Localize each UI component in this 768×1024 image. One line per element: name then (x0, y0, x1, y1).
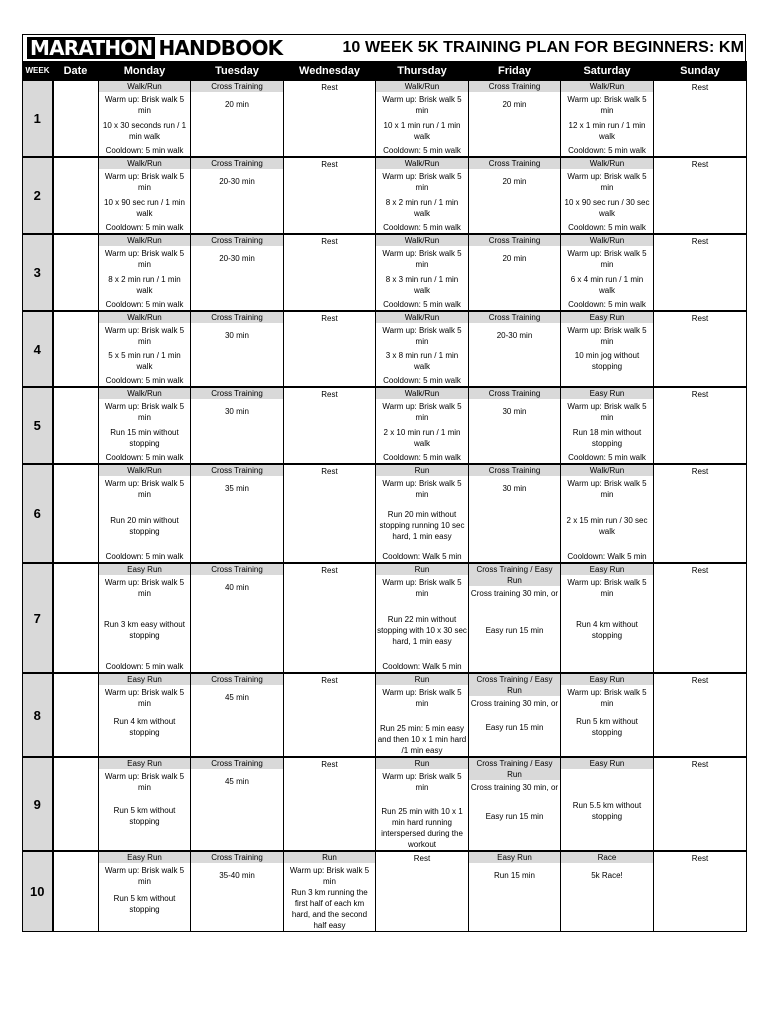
col-header-date: Date (53, 62, 99, 81)
column-header-row (23, 62, 747, 81)
workout-detail: Warm up: Brisk walk 5 min (104, 479, 185, 499)
week-number: 4 (23, 311, 53, 387)
workout-title: Walk/Run (99, 465, 190, 477)
workout-detail: Cooldown: 5 min walk (383, 146, 461, 155)
training-plan-sheet (22, 34, 746, 932)
date-cell (53, 464, 99, 563)
day-cell-wednesday (284, 157, 376, 234)
workout-detail: Cooldown: Walk 5 min (382, 662, 462, 671)
workout-detail (143, 839, 145, 850)
day-cell-monday (99, 851, 191, 932)
workout-detail: Warm up: Brisk walk 5 min (567, 326, 647, 346)
day-cell-thursday (376, 234, 469, 311)
workout-detail: Warm up: Brisk walk 5 min (104, 402, 185, 422)
workout-detail (143, 745, 145, 756)
workout-detail: Warm up: Brisk walk 5 min (382, 402, 462, 422)
workout-detail: Run 5 km without stopping (113, 806, 176, 826)
workout-title: Easy Run (99, 674, 190, 686)
workout-detail: Run 20 min without stopping running 10 sec hard, 1 min easy (379, 510, 465, 541)
day-cell-friday (469, 757, 561, 851)
workout-detail: Cooldown: 5 min walk (383, 300, 461, 309)
workout-title: Cross Training (191, 158, 283, 170)
day-cell-saturday (561, 387, 654, 464)
week-number: 9 (23, 757, 53, 851)
workout-title: Rest (321, 467, 338, 476)
day-cell-monday (99, 157, 191, 234)
workout-detail: 2 x 10 min run / 1 min walk (383, 427, 461, 448)
day-cell-tuesday (191, 234, 284, 311)
day-cell-saturday (561, 851, 654, 932)
day-cell-saturday (561, 757, 654, 851)
workout-title: Easy Run (561, 312, 653, 324)
workout-title: Easy Run (561, 564, 653, 576)
workout-detail: Warm up: Brisk walk 5 min (382, 326, 462, 346)
workout-detail: Warm up: Brisk walk 5 min (382, 95, 462, 115)
workout-detail: Cooldown: 5 min walk (568, 223, 646, 232)
workout-detail (606, 771, 608, 782)
col-header-friday: Friday (469, 62, 561, 81)
workout-detail: Warm up: Brisk walk 5 min (382, 172, 462, 192)
week-number: 5 (23, 387, 53, 464)
logo-part2: HANDBOOK (158, 36, 283, 60)
workout-detail: Warm up: Brisk walk 5 min (104, 688, 185, 708)
day-cell-wednesday (284, 234, 376, 311)
workout-title: Rest (413, 854, 431, 863)
workout-title: Cross Training (191, 388, 283, 400)
workout-detail: Cooldown: 5 min walk (105, 552, 184, 561)
workout-title: Rest (691, 390, 709, 399)
day-cell-friday (469, 851, 561, 932)
workout-detail: 20 min (502, 177, 527, 186)
day-cell-monday (99, 563, 191, 673)
workout-title: Cross Training (191, 674, 283, 686)
workout-title: Easy Run (561, 674, 653, 686)
day-cell-thursday (376, 311, 469, 387)
workout-detail: Cooldown: 5 min walk (383, 453, 461, 462)
day-cell-friday (469, 563, 561, 673)
day-cell-wednesday (284, 851, 376, 932)
week-row (23, 757, 747, 851)
day-cell-monday (99, 757, 191, 851)
day-cell-tuesday (191, 311, 284, 387)
workout-title: Cross Training (191, 852, 283, 864)
workout-detail: Cross training 30 min, or (470, 699, 559, 708)
workout-detail: Cooldown: 5 min walk (568, 300, 646, 309)
workout-title: Cross Training (469, 158, 560, 170)
day-cell-thursday (376, 673, 469, 757)
week-row (23, 464, 747, 563)
week-row (23, 157, 747, 234)
day-cell-tuesday (191, 563, 284, 673)
workout-detail: Cooldown: 5 min walk (383, 376, 461, 385)
day-cell-wednesday (284, 464, 376, 563)
workout-title: Cross Training / Easy Run (469, 564, 560, 587)
workout-title: Walk/Run (561, 235, 653, 247)
workout-title: Walk/Run (376, 158, 468, 170)
day-cell-tuesday (191, 851, 284, 932)
day-cell-wednesday (284, 387, 376, 464)
col-header-week: WEEK (23, 62, 53, 81)
workout-detail: Warm up: Brisk walk 5 min (382, 249, 462, 269)
workout-detail: Cooldown: Walk 5 min (382, 552, 462, 561)
workout-title: Rest (691, 854, 709, 863)
workout-detail: 20-30 min (219, 177, 255, 186)
marathon-handbook-logo (23, 37, 282, 59)
workout-title: Easy Run (99, 758, 190, 770)
workout-detail: Cooldown: 5 min walk (105, 223, 184, 232)
workout-detail (606, 661, 608, 672)
workout-title: Run (376, 564, 468, 576)
workout-title: Walk/Run (561, 158, 653, 170)
date-cell (53, 234, 99, 311)
workout-detail: Warm up: Brisk walk 5 min (104, 249, 185, 269)
workout-title: Cross Training (191, 465, 283, 477)
workout-title: Cross Training (469, 235, 560, 247)
workout-title: Rest (321, 676, 338, 685)
date-cell (53, 311, 99, 387)
workout-detail: Cooldown: Walk 5 min (567, 552, 647, 561)
week-row (23, 311, 747, 387)
workout-detail: Run 4 km without stopping (576, 620, 638, 640)
workout-detail: Run 5 km without stopping (113, 893, 176, 914)
day-cell-saturday (561, 157, 654, 234)
workout-title: Walk/Run (376, 388, 468, 400)
day-cell-friday (469, 311, 561, 387)
workout-title: Walk/Run (561, 465, 653, 477)
date-cell (53, 757, 99, 851)
workout-detail: 8 x 2 min run / 1 min walk (108, 274, 181, 295)
col-header-tuesday: Tuesday (191, 62, 284, 81)
day-cell-sunday (654, 234, 747, 311)
workout-detail: Warm up: Brisk walk 5 min (289, 866, 370, 886)
day-cell-friday (469, 387, 561, 464)
workout-detail: 30 min (502, 484, 527, 493)
workout-title: Rest (321, 237, 338, 246)
day-cell-thursday (376, 387, 469, 464)
workout-detail: 10 x 1 min run / 1 min walk (383, 120, 461, 141)
week-number: 3 (23, 234, 53, 311)
day-cell-monday (99, 80, 191, 157)
workout-title: Walk/Run (376, 235, 468, 247)
workout-detail: Warm up: Brisk walk 5 min (567, 688, 647, 708)
week-row (23, 234, 747, 311)
day-cell-sunday (654, 851, 747, 932)
workout-title: Cross Training (191, 81, 283, 93)
workout-detail: 8 x 2 min run / 1 min walk (385, 197, 459, 218)
workout-detail (513, 839, 515, 850)
day-cell-wednesday (284, 80, 376, 157)
workout-title: Easy Run (561, 758, 653, 770)
workout-title: Rest (321, 160, 338, 169)
workout-detail: Run 5 km without stopping (576, 717, 638, 737)
workout-detail (606, 839, 608, 850)
day-cell-tuesday (191, 157, 284, 234)
workout-title: Easy Run (561, 388, 653, 400)
workout-title: Rest (321, 314, 338, 323)
workout-title: Cross Training (191, 312, 283, 324)
workout-title: Cross Training (469, 388, 560, 400)
day-cell-sunday (654, 673, 747, 757)
workout-title: Easy Run (469, 852, 560, 864)
date-cell (53, 563, 99, 673)
day-cell-thursday (376, 157, 469, 234)
day-cell-sunday (654, 757, 747, 851)
workout-detail: Cooldown: 5 min walk (105, 300, 184, 309)
workout-detail: 30 min (502, 407, 527, 416)
workout-title: Cross Training (469, 312, 560, 324)
day-cell-saturday (561, 563, 654, 673)
workout-detail: Warm up: Brisk walk 5 min (567, 172, 647, 192)
week-number: 7 (23, 563, 53, 673)
week-number: 1 (23, 80, 53, 157)
workout-title: Cross Training (191, 235, 283, 247)
workout-title: Rest (691, 160, 709, 169)
workout-title: Easy Run (99, 852, 190, 864)
workout-detail: Warm up: Brisk walk 5 min (567, 95, 647, 115)
workout-title: Walk/Run (99, 388, 190, 400)
day-cell-tuesday (191, 757, 284, 851)
workout-title: Cross Training (469, 465, 560, 477)
workout-detail: Run 15 min without stopping (110, 427, 179, 448)
col-header-wednesday: Wednesday (284, 62, 376, 81)
workout-detail: 5k Race! (591, 871, 623, 880)
day-cell-wednesday (284, 563, 376, 673)
workout-detail: 10 min jog without stopping (574, 351, 640, 371)
workout-title: Rest (321, 760, 338, 769)
workout-detail: Run 22 min without stopping with 10 x 30 sec hard, 1 min easy (377, 614, 467, 646)
workout-detail (606, 375, 608, 386)
day-cell-sunday (654, 563, 747, 673)
day-cell-sunday (654, 157, 747, 234)
date-cell (53, 851, 99, 932)
workout-detail: 30 min (224, 331, 249, 340)
day-cell-monday (99, 311, 191, 387)
document-title: 10 WEEK 5K TRAINING PLAN FOR BEGINNERS: KM (342, 39, 744, 56)
workout-title: Race (561, 852, 653, 864)
day-cell-sunday (654, 80, 747, 157)
workout-detail: Warm up: Brisk walk 5 min (382, 578, 462, 598)
workout-title: Run (376, 674, 468, 686)
workout-detail: 20 min (224, 100, 249, 109)
workout-title: Walk/Run (99, 158, 190, 170)
title-bar (22, 34, 746, 61)
workout-detail: Run 5.5 km without stopping (572, 800, 642, 821)
workout-detail: Cooldown: 5 min walk (383, 223, 461, 232)
day-cell-monday (99, 673, 191, 757)
workout-detail: Warm up: Brisk walk 5 min (382, 479, 462, 499)
workout-detail (606, 745, 608, 756)
workout-detail: Cross training 30 min, or (470, 589, 559, 598)
workout-detail: Warm up: Brisk walk 5 min (104, 172, 185, 192)
week-row (23, 851, 747, 932)
workout-detail: 35 min (224, 484, 249, 493)
workout-detail: Cooldown: 5 min walk (568, 453, 646, 462)
day-cell-friday (469, 80, 561, 157)
day-cell-friday (469, 464, 561, 563)
workout-detail: Cooldown: 5 min walk (105, 662, 184, 671)
day-cell-friday (469, 234, 561, 311)
week-row (23, 80, 747, 157)
workout-detail: 10 x 30 seconds run / 1 min walk (102, 120, 187, 141)
workout-detail: 30 min (224, 407, 249, 416)
workout-detail: Warm up: Brisk walk 5 min (382, 772, 462, 792)
date-cell (53, 157, 99, 234)
workout-detail: 8 x 3 min run / 1 min walk (385, 274, 459, 295)
day-cell-thursday (376, 757, 469, 851)
day-cell-thursday (376, 464, 469, 563)
workout-detail: Warm up: Brisk walk 5 min (104, 578, 185, 598)
workout-detail: 20 min (502, 100, 527, 109)
day-cell-sunday (654, 311, 747, 387)
workout-title: Walk/Run (99, 235, 190, 247)
workout-detail: Run 3 km easy without stopping (104, 620, 185, 640)
week-number: 8 (23, 673, 53, 757)
day-cell-monday (99, 387, 191, 464)
date-cell (53, 80, 99, 157)
workout-title: Rest (691, 314, 709, 323)
workout-detail: Warm up: Brisk walk 5 min (567, 402, 647, 422)
day-cell-thursday (376, 563, 469, 673)
workout-title: Walk/Run (99, 81, 190, 93)
day-cell-tuesday (191, 673, 284, 757)
workout-title: Rest (321, 390, 338, 399)
workout-detail: Cooldown: 5 min walk (105, 146, 184, 155)
workout-detail: Cooldown: 5 min walk (105, 376, 184, 385)
day-cell-wednesday (284, 311, 376, 387)
workout-detail: Warm up: Brisk walk 5 min (567, 479, 647, 499)
workout-title: Run (376, 465, 468, 477)
day-cell-tuesday (191, 387, 284, 464)
workout-title: Walk/Run (376, 312, 468, 324)
workout-detail: Easy run 15 min (485, 811, 544, 821)
day-cell-saturday (561, 464, 654, 563)
workout-detail: 45 min (224, 777, 249, 786)
day-cell-tuesday (191, 464, 284, 563)
day-cell-thursday (376, 80, 469, 157)
day-cell-tuesday (191, 80, 284, 157)
workout-detail: Warm up: Brisk walk 5 min (104, 95, 185, 115)
workout-title: Walk/Run (376, 81, 468, 93)
day-cell-friday (469, 157, 561, 234)
workout-detail: 2 x 15 min run / 30 sec walk (566, 515, 648, 536)
workout-detail: Run 3 km running the first half of each km hard, and the second half easy (291, 888, 368, 930)
day-cell-saturday (561, 673, 654, 757)
workout-detail: 10 x 90 sec run / 30 sec walk (564, 197, 650, 218)
workout-detail: 35-40 min (219, 871, 255, 880)
day-cell-monday (99, 464, 191, 563)
plan-table (22, 61, 747, 932)
workout-detail: Cooldown: 5 min walk (568, 146, 646, 155)
workout-detail: 3 x 8 min run / 1 min walk (385, 351, 459, 371)
workout-detail: Warm up: Brisk walk 5 min (104, 772, 185, 792)
week-number: 6 (23, 464, 53, 563)
col-header-sunday: Sunday (654, 62, 747, 81)
workout-title: Cross Training (191, 564, 283, 576)
workout-detail: 5 x 5 min run / 1 min walk (108, 351, 181, 371)
workout-detail: 45 min (224, 693, 249, 702)
workout-title: Rest (691, 83, 709, 92)
day-cell-saturday (561, 234, 654, 311)
logo-part1: MARATHON (27, 37, 155, 59)
workout-detail: Run 15 min (494, 871, 535, 880)
day-cell-saturday (561, 311, 654, 387)
workout-detail: Warm up: Brisk walk 5 min (567, 249, 647, 269)
workout-title: Rest (691, 566, 709, 575)
week-row (23, 563, 747, 673)
day-cell-wednesday (284, 757, 376, 851)
day-cell-thursday (376, 851, 469, 932)
workout-detail: Cooldown: 5 min walk (105, 453, 184, 462)
workout-detail: Easy run 15 min (485, 722, 544, 732)
workout-detail: 20-30 min (496, 331, 533, 340)
week-number: 2 (23, 157, 53, 234)
workout-title: Rest (321, 83, 338, 92)
workout-title: Cross Training / Easy Run (469, 758, 560, 781)
workout-title: Rest (691, 467, 709, 476)
week-row (23, 673, 747, 757)
day-cell-sunday (654, 464, 747, 563)
col-header-thursday: Thursday (376, 62, 469, 81)
workout-detail: Run 25 min with 10 x 1 min hard running interspersed during the workout (381, 807, 463, 849)
workout-detail (513, 661, 515, 672)
col-header-monday: Monday (99, 62, 191, 81)
date-cell (53, 387, 99, 464)
day-cell-wednesday (284, 673, 376, 757)
workout-detail: Run 4 km without stopping (113, 717, 176, 737)
workout-detail: Cross training 30 min, or (470, 783, 559, 792)
workout-detail: 12 x 1 min run / 1 min walk (568, 120, 646, 141)
workout-detail: Run 20 min without stopping (110, 515, 179, 536)
workout-detail: 20 min (502, 254, 527, 263)
day-cell-friday (469, 673, 561, 757)
date-cell (53, 673, 99, 757)
workout-detail: 20-30 min (219, 254, 255, 263)
week-row (23, 387, 747, 464)
workout-detail: 6 x 4 min run / 1 min walk (570, 274, 644, 295)
workout-detail: 10 x 90 sec run / 1 min walk (104, 197, 185, 218)
day-cell-monday (99, 234, 191, 311)
workout-detail (143, 920, 145, 931)
workout-title: Cross Training (469, 81, 560, 93)
workout-title: Rest (691, 760, 709, 769)
day-cell-saturday (561, 80, 654, 157)
workout-detail: Warm up: Brisk walk 5 min (382, 688, 462, 708)
day-cell-sunday (654, 387, 747, 464)
workout-title: Rest (691, 676, 709, 685)
workout-title: Walk/Run (561, 81, 653, 93)
workout-detail: Easy run 15 min (485, 625, 544, 635)
week-number: 10 (23, 851, 53, 932)
workout-detail: Run 18 min without stopping (572, 427, 642, 448)
workout-detail (513, 745, 515, 756)
workout-title: Run (376, 758, 468, 770)
workout-title: Walk/Run (99, 312, 190, 324)
workout-detail: Warm up: Brisk walk 5 min (104, 866, 185, 886)
workout-title: Rest (691, 237, 709, 246)
col-header-saturday: Saturday (561, 62, 654, 81)
workout-title: Run (284, 852, 375, 864)
workout-detail: Warm up: Brisk walk 5 min (567, 578, 647, 598)
workout-title: Cross Training / Easy Run (469, 674, 560, 697)
workout-detail: 40 min (224, 583, 249, 592)
workout-title: Cross Training (191, 758, 283, 770)
workout-detail: Warm up: Brisk walk 5 min (104, 326, 185, 346)
workout-title: Easy Run (99, 564, 190, 576)
workout-title: Rest (321, 566, 338, 575)
workout-detail: Run 25 min: 5 min easy and then 10 x 1 min hard /1 min easy (377, 724, 467, 755)
